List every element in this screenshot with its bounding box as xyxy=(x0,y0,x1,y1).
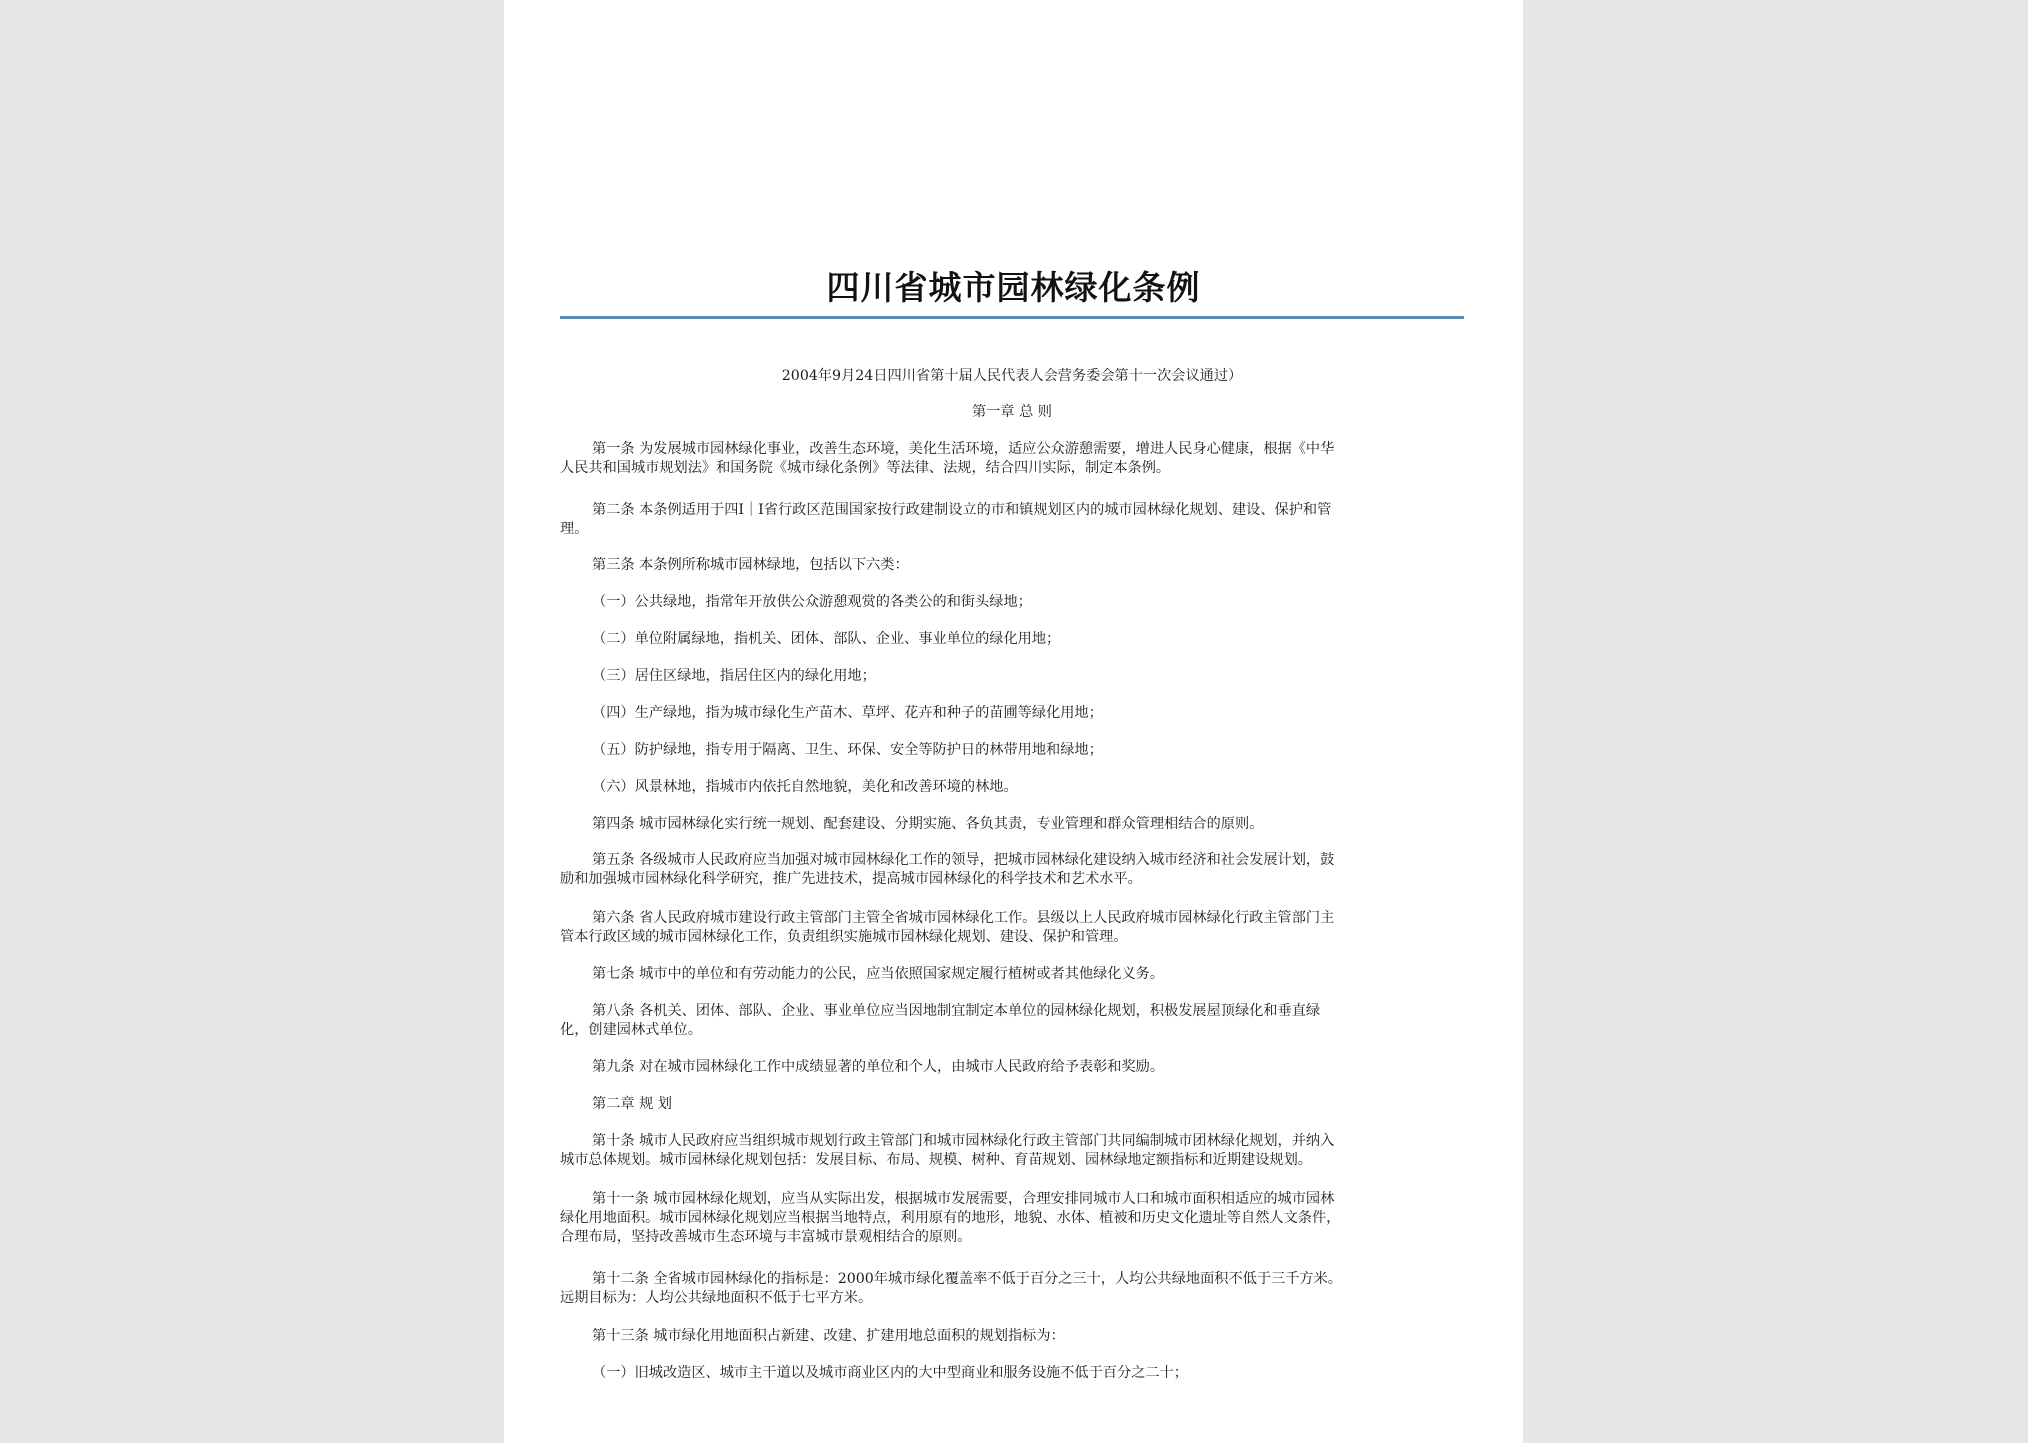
paragraph-line: 第二章 规 划 xyxy=(592,1096,672,1112)
paragraph-line: 第二条 本条例适用于四Ⅰ｜I省行政区范围国家按行政建制设立的市和镇规划区内的城市园林绿化规划、建设、保护和管 xyxy=(592,502,1332,518)
article-paragraph xyxy=(560,741,1464,760)
article-paragraph xyxy=(560,593,1464,612)
paragraph-line: 第八条 各机关、团体、部队、企业、事业单位应当因地制宜制定本单位的园林绿化规划，积极发展屋顶绿化和垂直绿 xyxy=(592,1003,1321,1019)
paragraph-line: 第六条 省人民政府城市建设行政主管部门主管全省城市园林绿化工作。县级以上人民政府城市园林绿化行政主管部门主 xyxy=(592,910,1335,926)
document-title: 四川省城市园林绿化条例 xyxy=(826,268,1201,307)
article-paragraph xyxy=(560,1190,1464,1247)
paragraph-line: 第九条 对在城市园林绿化工作中成绩显著的单位和个人，由城市人民政府给予表彰和奖励。 xyxy=(592,1059,1165,1075)
article-paragraph xyxy=(560,501,1464,539)
article-paragraph xyxy=(560,1327,1464,1346)
paragraph-line: 城市总体规划。城市园林绿化规划包括：发展目标、布局、规模、树种、育苗规划、园林绿地定额指标和近期建设规划。 xyxy=(560,1152,1312,1168)
paragraph-line: 第十条 城市人民政府应当组织城市规划行政主管部门和城市园林绿化行政主管部门共同编制城市团林绿化规划，并纳入 xyxy=(592,1133,1335,1149)
document-page xyxy=(504,0,1523,1443)
article-paragraph xyxy=(560,1132,1464,1170)
paragraph-line: 远期目标为：人均公共绿地面积不低于七平方米。 xyxy=(560,1290,873,1306)
paragraph-line: 励和加强城市园林绿化科学研究，推广先进技术，提高城市园林绿化的科学技术和艺术水平。 xyxy=(560,871,1142,887)
paragraph-line: 第十二条 全省城市园林绿化的指标是：2000年城市绿化覆盖率不低于百分之三十，人均公共绿地面积不低于三千方米。 xyxy=(592,1271,1342,1287)
article-paragraph xyxy=(560,1095,1464,1114)
paragraph-line: 第十一条 城市园林绿化规划，应当从实际出发，根据城市发展需要，合理安排同城市人口和城市面积相适应的城市园林 xyxy=(592,1191,1335,1207)
paragraph-line: （六）风景林地，指城市内依托自然地貌，美化和改善环境的林地。 xyxy=(592,779,1018,795)
paragraph-line: （一）公共绿地，指常年开放供公众游憩观赏的各类公的和街头绿地； xyxy=(592,594,1032,610)
article-paragraph xyxy=(560,667,1464,686)
article-paragraph xyxy=(560,556,1464,575)
chapter-heading: 第一章 总 则 xyxy=(972,404,1052,420)
paragraph-line: （二）单位附属绿地，指机关、团体、部队、企业、事业单位的绿化用地； xyxy=(592,631,1061,647)
article-paragraph xyxy=(560,778,1464,797)
article-paragraph xyxy=(560,1002,1464,1040)
paragraph-line: 合理布局，坚持改善城市生态环境与丰富城市景观相结合的原则。 xyxy=(560,1229,972,1245)
paragraph-line: （五）防护绿地，指专用于隔离、卫生、环保、安全等防护日的林带用地和绿地； xyxy=(592,742,1103,758)
paragraph-line: 第十三条 城市绿化用地面积占新建、改建、扩建用地总面积的规划指标为： xyxy=(592,1328,1065,1344)
paragraph-line: 理。 xyxy=(560,521,589,537)
paragraph-line: 管本行政区域的城市园林绿化工作，负责组织实施城市园林绿化规划、建设、保护和管理。 xyxy=(560,929,1128,945)
paragraph-line: 人民共和国城市规划法》和国务院《城市绿化条例》等法律、法规，结合四川实际，制定本条例。 xyxy=(560,460,1171,476)
article-paragraph xyxy=(560,704,1464,723)
article-paragraph xyxy=(560,815,1464,834)
article-paragraph xyxy=(560,909,1464,947)
paragraph-line: 化，创建园林式单位。 xyxy=(560,1022,702,1038)
article-paragraph xyxy=(560,1058,1464,1077)
paragraph-line: （四）生产绿地，指为城市绿化生产苗木、草坪、花卉和种子的苗圃等绿化用地； xyxy=(592,705,1103,721)
title-divider xyxy=(560,316,1464,319)
paragraph-line: 第七条 城市中的单位和有劳动能力的公民，应当依照国家规定履行植树或者其他绿化义务。 xyxy=(592,966,1165,982)
article-paragraph xyxy=(560,1364,1464,1383)
article-paragraph xyxy=(560,1270,1464,1308)
paragraph-line: 绿化用地面积。城市园林绿化规划应当根据当地特点，利用原有的地形，地貌、水体、植被和历史文化遗址等自然人文条件， xyxy=(560,1210,1341,1226)
article-paragraph xyxy=(560,630,1464,649)
adoption-note: 2004年9月24日四川省第十届人民代表人会营务委会第十一次会议通过） xyxy=(781,368,1243,384)
paragraph-line: 第四条 城市园林绿化实行统一规划、配套建设、分期实施、各负其责，专业管理和群众管理相结合的原则。 xyxy=(592,816,1264,832)
article-paragraph xyxy=(560,965,1464,984)
paragraph-line: （一）旧城改造区、城市主干道以及城市商业区内的大中型商业和服务设施不低于百分之二十； xyxy=(592,1365,1188,1381)
paragraph-line: 第五条 各级城市人民政府应当加强对城市园林绿化工作的领导，把城市园林绿化建设纳入城市经济和社会发展计划，鼓 xyxy=(592,852,1335,868)
paragraph-line: （三）居住区绿地，指居住区内的绿化用地； xyxy=(592,668,876,684)
article-paragraph xyxy=(560,851,1464,889)
paragraph-line: 第一条 为发展城市园林绿化事业，改善生态环境，美化生活环境，适应公众游憩需要，增进人民身心健康，根据《中华 xyxy=(592,441,1335,457)
paragraph-line: 第三条 本条例所称城市园林绿地，包括以下六类： xyxy=(592,557,909,573)
article-paragraph xyxy=(560,440,1464,478)
